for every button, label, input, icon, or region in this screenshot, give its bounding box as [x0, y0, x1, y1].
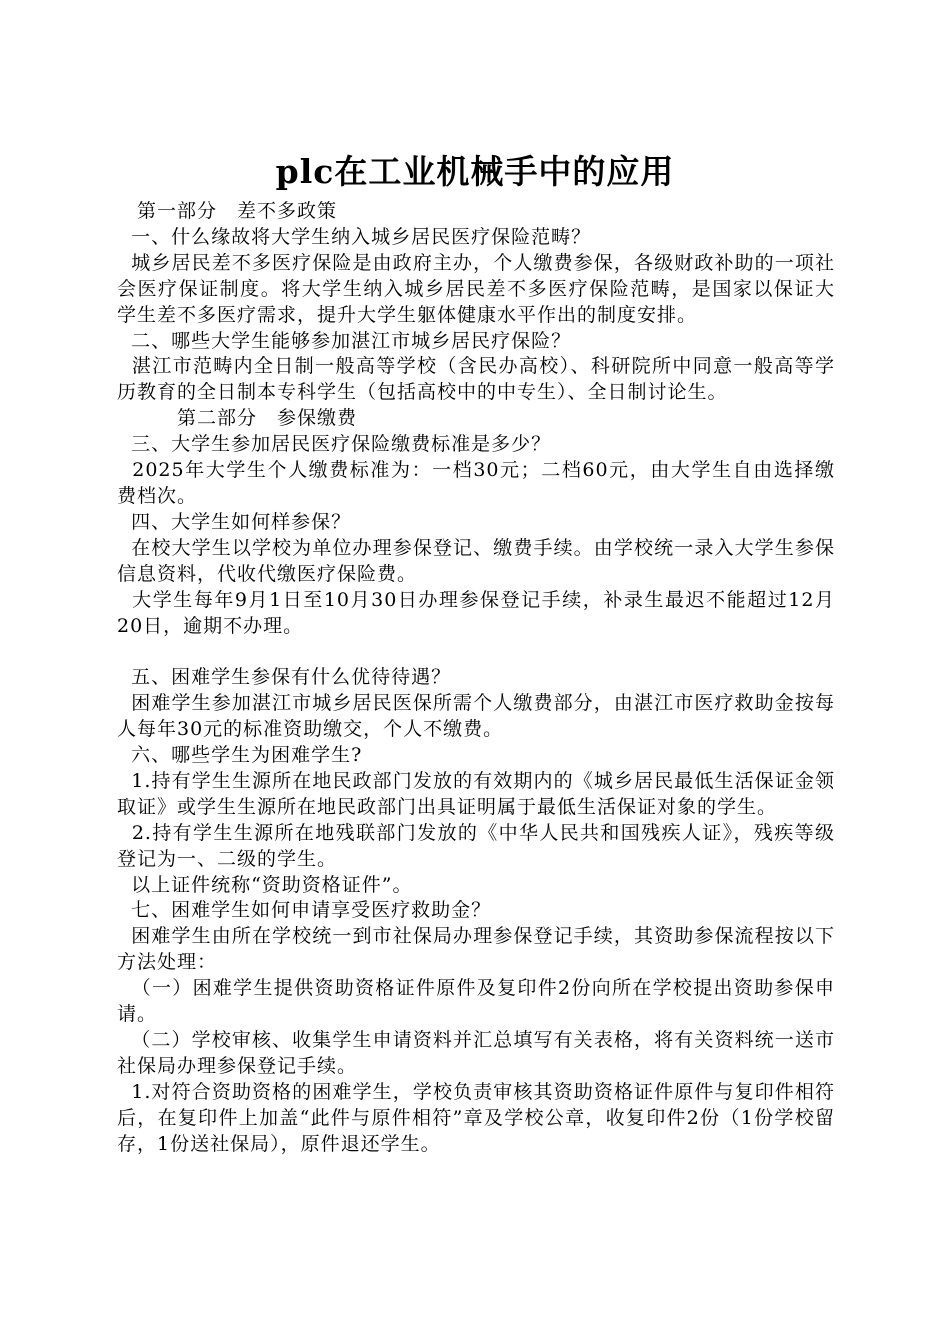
- question-heading: 四、大学生如何样参保？: [117, 510, 352, 533]
- body-paragraph: 以上证件统称“资助资格证件”。: [117, 873, 413, 896]
- body-paragraph: 困难学生参加湛江市城乡居民医保所需个人缴费部分，由湛江市医疗救助金按每人每年30元的标准资助缴交，个人不缴费。: [117, 692, 835, 741]
- body-paragraph: 湛江市范畴内全日制一般高等学校（含民办高校）、科研院所中同意一般高等学历教育的全日制本专科学生（包括高校中的中专生）、全日制讨论生。: [117, 355, 835, 404]
- body-paragraph: 大学生每年9月1日至10月30日办理参保登记手续，补录生最迟不能超过12月20日，逾期不办理。: [117, 588, 835, 637]
- section-heading: 第二部分 参保缴费: [117, 407, 358, 430]
- question-heading: 七、困难学生如何申请享受医疗救助金？: [117, 899, 492, 922]
- body-paragraph: 困难学生由所在学校统一到市社保局办理参保登记手续，其资助参保流程按以下方法处理：: [117, 925, 835, 974]
- list-item: （二）学校审核、收集学生申请资料并汇总填写有关表格，将有关资料统一送市社保局办理参保登记手续。: [117, 1028, 835, 1077]
- question-heading: 二、哪些大学生能够参加湛江市城乡居民疗保险？: [117, 329, 572, 352]
- document-body: [117, 199, 835, 1158]
- blank-line: [117, 639, 835, 665]
- list-item: 2.持有学生生源所在地残联部门发放的《中华人民共和国残疾人证》，残疾等级登记为一、二级的学生。: [117, 821, 835, 870]
- body-paragraph: 2025年大学生个人缴费标准为：一档30元；二档60元，由大学生自由选择缴费档次。: [117, 459, 835, 507]
- question-heading: 一、什么缘故将大学生纳入城乡居民医疗保险范畴？: [117, 225, 592, 248]
- list-item: 1.持有学生生源所在地民政部门发放的有效期内的《城乡居民最低生活保证金领取证》或学生生源所在地民政部门出具证明属于最低生活保证对象的学生。: [117, 769, 835, 818]
- body-paragraph: 在校大学生以学校为单位办理参保登记、缴费手续。由学校统一录入大学生参保信息资料，代收代缴医疗保险费。: [117, 536, 835, 585]
- body-paragraph: 城乡居民差不多医疗保险是由政府主办，个人缴费参保，各级财政补助的一项社会医疗保证制度。将大学生纳入城乡居民差不多医疗保险范畴，是国家以保证大学生差不多医疗需求，提升大学生躯体健康水平作出的制度安排。: [117, 251, 835, 326]
- question-heading: 五、困难学生参保有什么优待待遇？: [117, 666, 452, 689]
- document-title: plc在工业机械手中的应用: [275, 152, 675, 192]
- list-item: （一）困难学生提供资助资格证件原件及复印件2份向所在学校提出资助参保申请。: [117, 977, 835, 1026]
- list-item: 1.对符合资助资格的困难学生，学校负责审核其资助资格证件原件与复印件相符后，在复印件上加盖“此件与原件相符”章及学校公章，收复印件2份（1份学校留存，1份送社保局），原件退还学生。: [117, 1080, 835, 1155]
- question-heading: 六、哪些学生为困难学生?: [117, 744, 363, 767]
- question-heading: 三、大学生参加居民医疗保险缴费标准是多少？: [117, 433, 552, 456]
- section-heading: 第一部分 差不多政策: [117, 200, 338, 222]
